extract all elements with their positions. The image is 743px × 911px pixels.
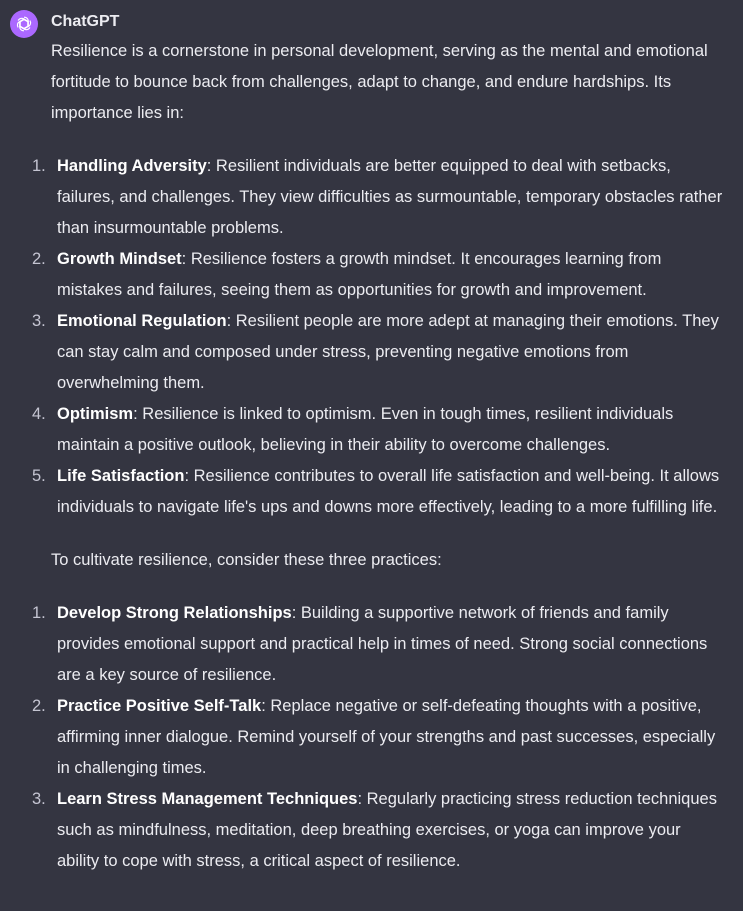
list-item xyxy=(32,399,726,461)
list-item-term: Practice Positive Self-Talk xyxy=(57,697,262,715)
intro-paragraph: Resilience is a cornerstone in personal development, serving as the mental and emotional fortitude to bounce back from challenges, adapt to change, and endure hardships. Its importance lies in: xyxy=(51,42,708,122)
assistant-avatar xyxy=(10,10,38,38)
list-item-text: : Resilience contributes to overall life satisfaction and well-being. It allows individuals to navigate life's ups and downs more effectively, leading to a more fulfilling life. xyxy=(57,467,720,516)
list-item-text: : Resilient individuals are better equipped to deal with setbacks, failures, and challenges. They view difficulties as surmountable, temporary obstacles rather than insurmountable problems. xyxy=(57,157,723,237)
list-item-text: : Resilient people are more adept at managing their emotions. They can stay calm and composed under stress, preventing negative emotions from overwhelming them. xyxy=(57,312,719,392)
list-item-text: : Resilience fosters a growth mindset. It encourages learning from mistakes and failures, seeing them as opportunities for growth and improvement. xyxy=(57,250,662,299)
transition-paragraph: To cultivate resilience, consider these three practices: xyxy=(51,551,442,569)
list-item-number: 3. xyxy=(32,312,46,330)
list-item-number: 2. xyxy=(32,250,46,268)
list-item-term: Handling Adversity xyxy=(57,157,207,175)
list-item-text: : Resilience is linked to optimism. Even in tough times, resilient individuals maintain a positive outlook, believing in their ability to overcome challenges. xyxy=(57,405,674,454)
importance-list xyxy=(32,151,726,523)
list-item-number: 2. xyxy=(32,697,46,715)
list-item-number: 1. xyxy=(32,157,46,175)
list-item xyxy=(32,461,726,523)
list-item-text: : Regularly practicing stress reduction techniques such as mindfulness, meditation, deep breathing exercises, or yoga can improve your ability to cope with stress, a critical aspect of resilience. xyxy=(57,790,717,870)
openai-logo-icon xyxy=(14,14,34,34)
list-item-term: Life Satisfaction xyxy=(57,467,185,485)
list-item xyxy=(32,151,726,244)
message-author: ChatGPT xyxy=(51,13,120,30)
list-item-number: 1. xyxy=(32,604,46,622)
list-item xyxy=(32,691,726,784)
message-content xyxy=(32,36,726,877)
list-item xyxy=(32,598,726,691)
list-item-text: : Replace negative or self-defeating thoughts with a positive, affirming inner dialogue. Remind yourself of your strengths and past successes, especially in challenging times. xyxy=(57,697,716,777)
list-item-text: : Building a supportive network of friends and family provides emotional support and practical help in times of need. Strong social connections are a key source of resilience. xyxy=(57,604,708,684)
list-item-term: Growth Mindset xyxy=(57,250,182,268)
list-item xyxy=(32,244,726,306)
list-item-term: Optimism xyxy=(57,405,134,423)
list-item-term: Learn Stress Management Techniques xyxy=(57,790,358,808)
list-item xyxy=(32,306,726,399)
list-item-number: 3. xyxy=(32,790,46,808)
list-item-term: Develop Strong Relationships xyxy=(57,604,292,622)
list-item xyxy=(32,784,726,877)
list-item-number: 4. xyxy=(32,405,46,423)
list-item-number: 5. xyxy=(32,467,46,485)
practices-list xyxy=(32,598,726,877)
list-item-term: Emotional Regulation xyxy=(57,312,227,330)
